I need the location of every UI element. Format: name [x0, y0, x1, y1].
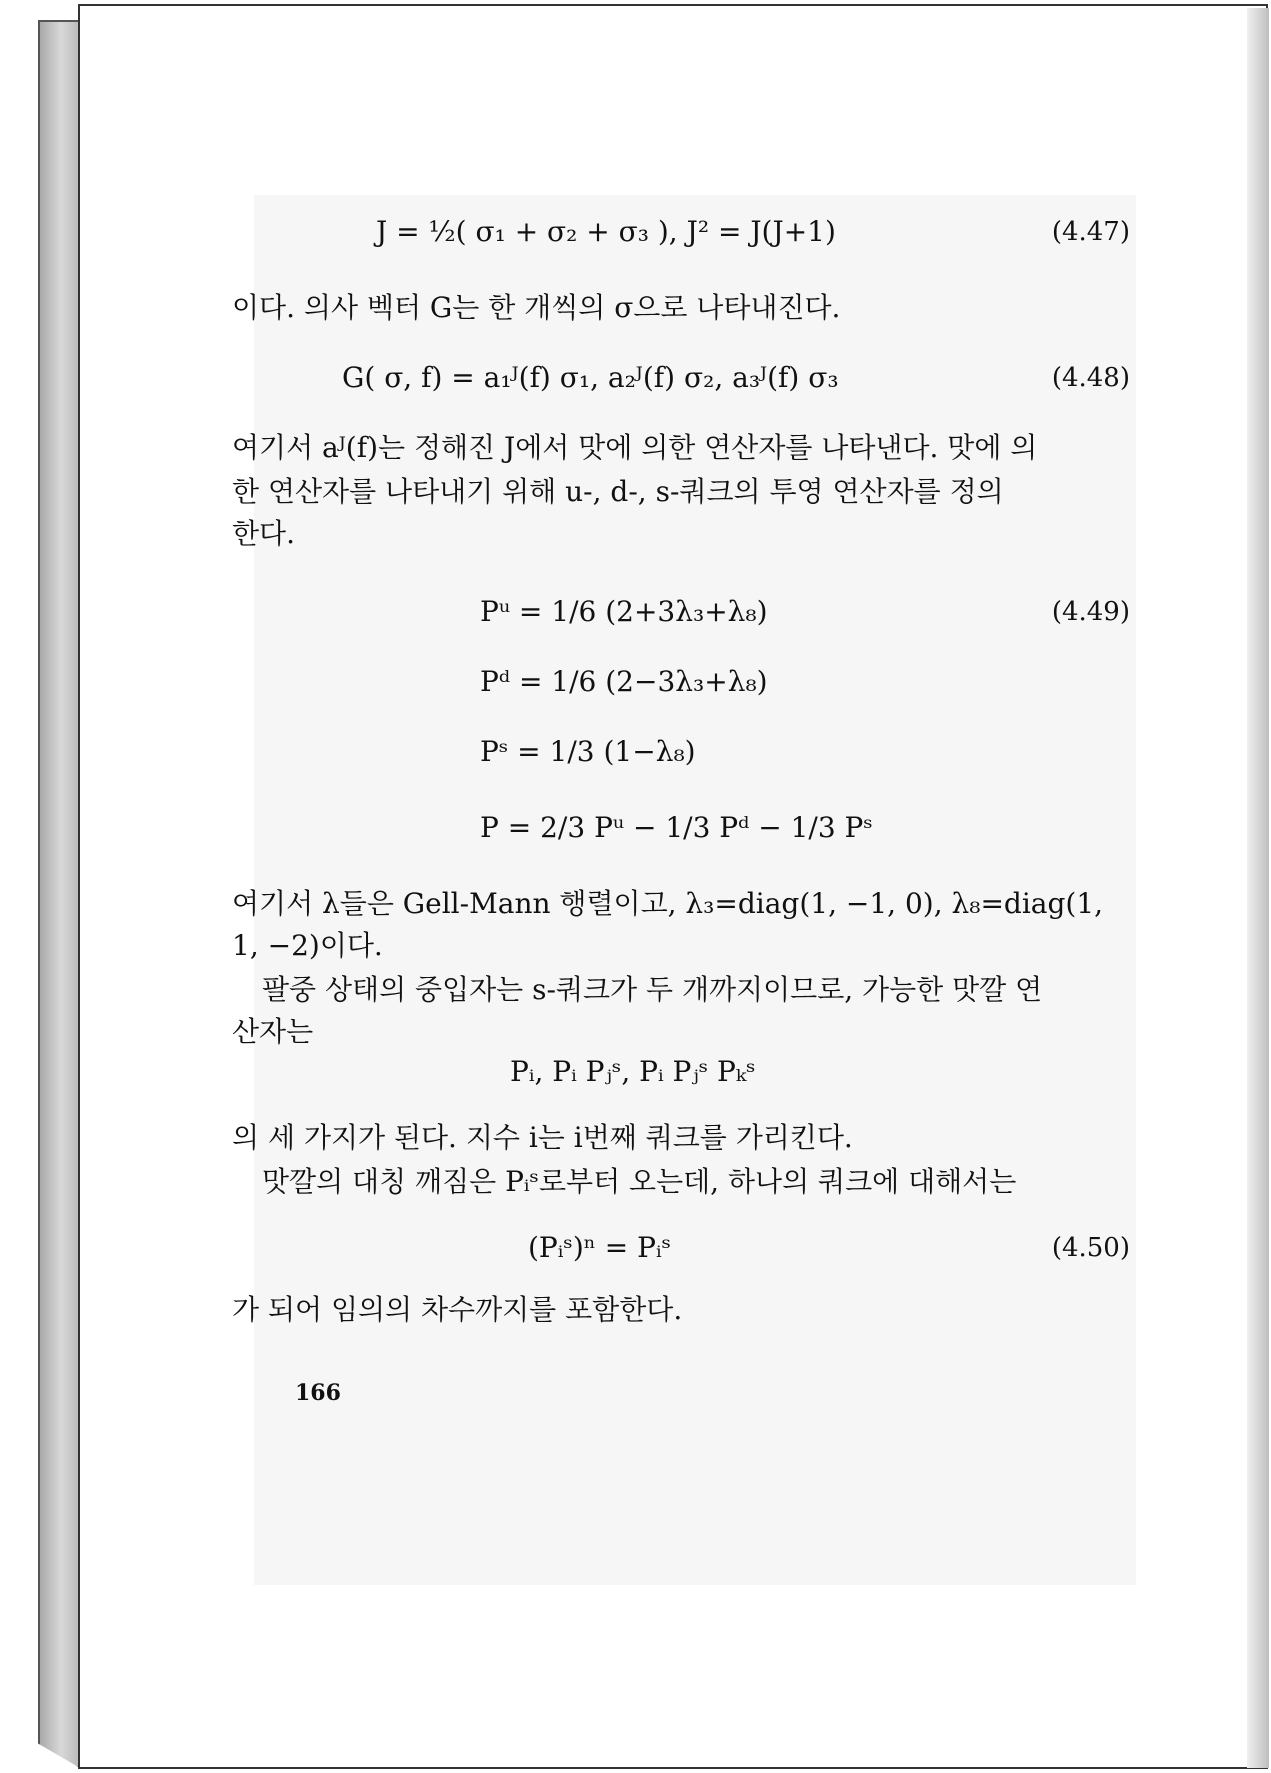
equation-number-4-50: (4.50): [1051, 1233, 1130, 1263]
paragraph-3-line-1: 여기서 λ들은 Gell-Mann 행렬이고, λ₃=diag(1, −1, 0), λ₈=diag(1,: [232, 887, 1104, 920]
equation-ps: Pˢ = 1/3 (1−λ₈): [480, 735, 696, 768]
paragraph-3-line-2: 1, −2)이다.: [232, 929, 383, 962]
paragraph-2-line-1: 여기서 aᴶ(f)는 정해진 J에서 맛에 의한 연산자를 나타낸다. 맛에 의: [232, 431, 1038, 464]
paragraph-4-line-2: 맛깔의 대칭 깨짐은 Pᵢˢ로부터 오는데, 하나의 쿼크에 대해서는: [262, 1165, 1017, 1198]
page-content: [232, 195, 1136, 1585]
equation-4-50: (Pᵢˢ)ⁿ = Pᵢˢ: [528, 1231, 672, 1264]
paragraph-2-line-3: 한다.: [232, 517, 295, 550]
paragraph-5: 가 되어 임의의 차수까지를 포함한다.: [232, 1293, 683, 1326]
equation-number-4-49: (4.49): [1051, 597, 1130, 627]
equation-number-4-47: (4.47): [1051, 217, 1130, 247]
paragraph-3-line-4: 산자는: [232, 1015, 314, 1048]
equation-number-4-48: (4.48): [1051, 363, 1130, 393]
paragraph-3-line-3: 팔중 상태의 중입자는 s-쿼크가 두 개까지이므로, 가능한 맛깔 연: [262, 973, 1043, 1006]
page-number: 166: [295, 1380, 341, 1406]
paragraph-4-line-1: 의 세 가지가 된다. 지수 i는 i번째 쿼크를 가리킨다.: [232, 1121, 853, 1154]
equation-4-48: [342, 361, 839, 395]
equation-4-47: [376, 215, 836, 249]
equation-4-47-text: J = ½( σ₁ + σ₂ + σ₃ ), J² = J(J+1): [376, 215, 836, 248]
equation-p: P = 2/3 Pᵘ − 1/3 Pᵈ − 1/3 Pˢ: [480, 811, 873, 844]
flavor-operators: Pᵢ, Pᵢ Pⱼˢ, Pᵢ Pⱼˢ Pₖˢ: [510, 1055, 756, 1088]
paragraph-1: 이다. 의사 벡터 G는 한 개씩의 σ으로 나타내진다.: [232, 291, 841, 324]
book-spine: [38, 20, 80, 1768]
page-edge-shadow: [1247, 8, 1269, 1768]
paragraph-2-line-2: 한 연산자를 나타내기 위해 u-, d-, s-쿼크의 투영 연산자를 정의: [232, 475, 1004, 508]
equation-pd: Pᵈ = 1/6 (2−3λ₃+λ₈): [480, 665, 768, 698]
equation-pu: Pᵘ = 1/6 (2+3λ₃+λ₈): [480, 595, 768, 628]
equation-4-48-text: G( σ, f) = a₁ᴶ(f) σ₁, a₂ᴶ(f) σ₂, a₃ᴶ(f) σ₃: [342, 361, 839, 394]
